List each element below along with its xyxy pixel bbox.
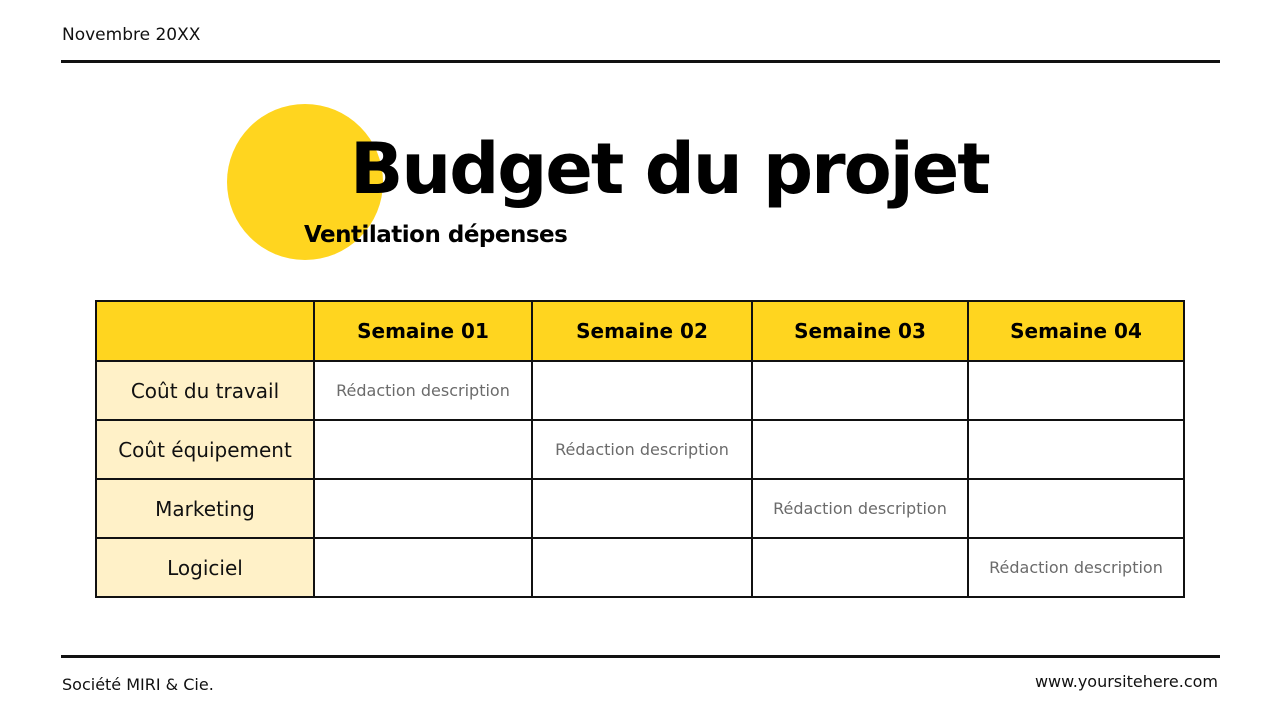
header-date: Novembre 20XX	[62, 25, 201, 45]
top-divider	[61, 60, 1220, 63]
table-cell: Rédaction description	[968, 538, 1184, 597]
column-header-empty	[96, 301, 314, 361]
row-label: Marketing	[96, 479, 314, 538]
table-row	[96, 479, 1184, 538]
page-title: Budget du projet	[350, 128, 989, 210]
table-cell	[314, 538, 532, 597]
table-cell	[968, 479, 1184, 538]
bottom-divider	[61, 655, 1220, 658]
table-row	[96, 538, 1184, 597]
column-header: Semaine 04	[968, 301, 1184, 361]
table-cell: Rédaction description	[314, 361, 532, 420]
table-row	[96, 420, 1184, 479]
table-cell: Rédaction description	[752, 479, 968, 538]
table-header-row	[96, 301, 1184, 361]
row-label: Logiciel	[96, 538, 314, 597]
table-cell	[752, 361, 968, 420]
column-header: Semaine 03	[752, 301, 968, 361]
table-cell	[752, 420, 968, 479]
table-cell	[314, 479, 532, 538]
column-header: Semaine 01	[314, 301, 532, 361]
table-cell: Rédaction description	[532, 420, 752, 479]
table-row	[96, 361, 1184, 420]
table-cell	[532, 361, 752, 420]
table-cell	[968, 420, 1184, 479]
table-cell	[532, 538, 752, 597]
company-name: Société MIRI & Cie.	[62, 675, 214, 694]
table-cell	[314, 420, 532, 479]
website-link[interactable]: www.yoursitehere.com	[1034, 672, 1218, 691]
table-cell	[532, 479, 752, 538]
table-cell	[752, 538, 968, 597]
column-header: Semaine 02	[532, 301, 752, 361]
row-label: Coût du travail	[96, 361, 314, 420]
row-label: Coût équipement	[96, 420, 314, 479]
page-subtitle: Ventilation dépenses	[304, 222, 568, 248]
table-cell	[968, 361, 1184, 420]
budget-table	[95, 300, 1185, 598]
